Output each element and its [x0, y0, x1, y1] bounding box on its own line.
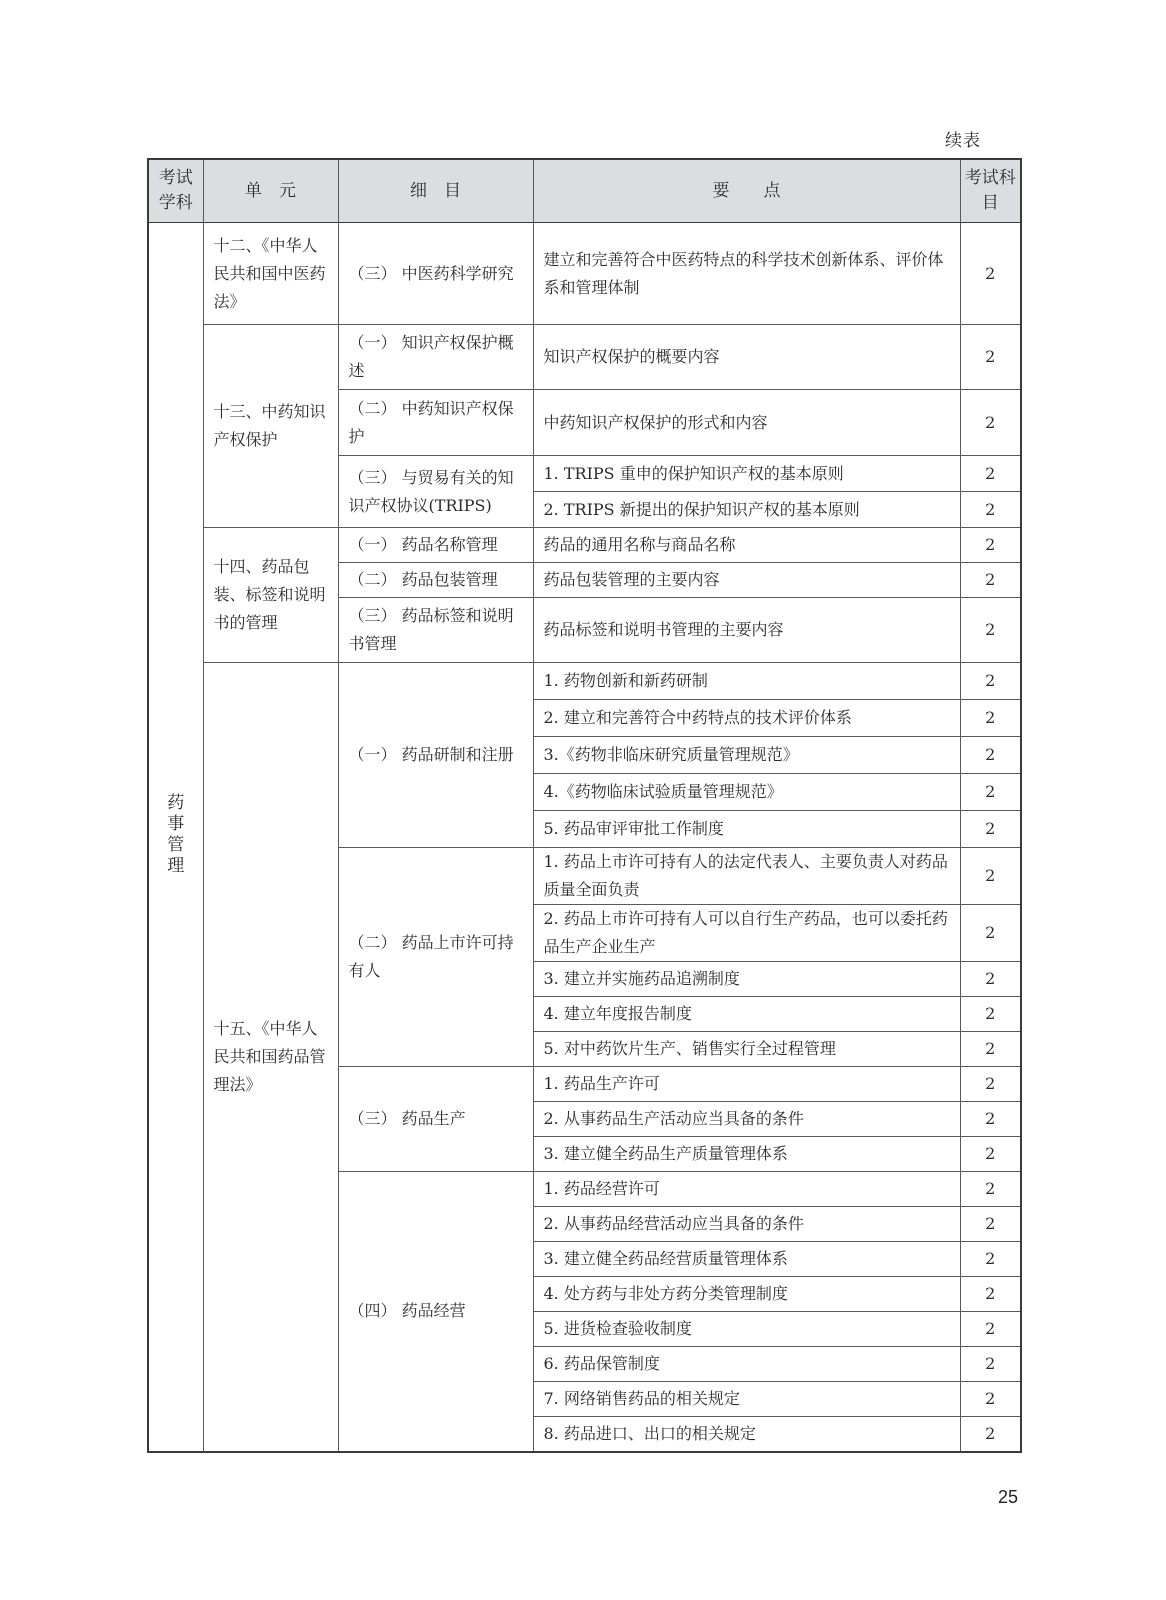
score-cell: 2	[960, 1137, 1021, 1172]
point-cell: 知识产权保护的概要内容	[533, 325, 960, 390]
score-cell: 2	[960, 390, 1021, 456]
header-unit: 单 元	[203, 159, 338, 223]
score-cell: 2	[960, 1207, 1021, 1242]
point-cell: 5. 对中药饮片生产、销售实行全过程管理	[533, 1032, 960, 1067]
point-cell: 4. 处方药与非处方药分类管理制度	[533, 1277, 960, 1312]
detail-cell: （二） 中药知识产权保护	[338, 390, 533, 456]
score-cell: 2	[960, 492, 1021, 528]
table-row	[148, 528, 1021, 563]
header-subject: 考试学科	[148, 159, 203, 223]
score-cell: 2	[960, 563, 1021, 598]
point-cell: 3.《药物非临床研究质量管理规范》	[533, 737, 960, 774]
point-cell: 2. 从事药品生产活动应当具备的条件	[533, 1102, 960, 1137]
table-row	[148, 325, 1021, 390]
point-cell: 8. 药品进口、出口的相关规定	[533, 1417, 960, 1452]
unit-cell: 十五、《中华人民共和国药品管理法》	[203, 663, 338, 1452]
detail-cell: （一） 药品研制和注册	[338, 663, 533, 848]
score-cell: 2	[960, 528, 1021, 563]
point-cell: 2. 药品上市许可持有人可以自行生产药品，也可以委托药品生产企业生产	[533, 905, 960, 962]
table-row	[148, 663, 1021, 700]
point-cell: 1. TRIPS 重申的保护知识产权的基本原则	[533, 456, 960, 492]
subject-name: 药事管理	[167, 793, 185, 877]
point-cell: 2. TRIPS 新提出的保护知识产权的基本原则	[533, 492, 960, 528]
score-cell: 2	[960, 325, 1021, 390]
score-cell: 2	[960, 1067, 1021, 1102]
score-cell: 2	[960, 456, 1021, 492]
point-cell: 3. 建立并实施药品追溯制度	[533, 962, 960, 997]
score-cell: 2	[960, 1417, 1021, 1452]
detail-cell: （三） 与贸易有关的知识产权协议(TRIPS)	[338, 456, 533, 528]
score-cell: 2	[960, 1172, 1021, 1207]
detail-cell: （一） 药品名称管理	[338, 528, 533, 563]
detail-cell: （三） 药品生产	[338, 1067, 533, 1172]
point-cell: 2. 从事药品经营活动应当具备的条件	[533, 1207, 960, 1242]
header-point: 要 点	[533, 159, 960, 223]
score-cell: 2	[960, 997, 1021, 1032]
point-cell: 1. 药品上市许可持有人的法定代表人、主要负责人对药品质量全面负责	[533, 848, 960, 905]
score-cell: 2	[960, 1102, 1021, 1137]
point-cell: 1. 药品生产许可	[533, 1067, 960, 1102]
point-cell: 4.《药物临床试验质量管理规范》	[533, 774, 960, 811]
point-cell: 建立和完善符合中医药特点的科学技术创新体系、评价体系和管理体制	[533, 223, 960, 325]
point-cell: 1. 药品经营许可	[533, 1172, 960, 1207]
detail-cell: （四） 药品经营	[338, 1172, 533, 1452]
detail-cell: （二） 药品上市许可持有人	[338, 848, 533, 1067]
score-cell: 2	[960, 811, 1021, 848]
score-cell: 2	[960, 848, 1021, 905]
score-cell: 2	[960, 223, 1021, 325]
unit-cell: 十三、中药知识产权保护	[203, 325, 338, 528]
detail-cell: （二） 药品包装管理	[338, 563, 533, 598]
score-cell: 2	[960, 1032, 1021, 1067]
score-cell: 2	[960, 962, 1021, 997]
continued-table-label: 续表	[945, 131, 981, 151]
header-exam-subject: 考试科目	[960, 159, 1021, 223]
subject-cell	[148, 223, 203, 1452]
point-cell: 1. 药物创新和新药研制	[533, 663, 960, 700]
detail-cell: （一） 知识产权保护概述	[338, 325, 533, 390]
score-cell: 2	[960, 663, 1021, 700]
score-cell: 2	[960, 774, 1021, 811]
point-cell: 药品的通用名称与商品名称	[533, 528, 960, 563]
score-cell: 2	[960, 1312, 1021, 1347]
point-cell: 5. 进货检查验收制度	[533, 1312, 960, 1347]
detail-cell: （三） 中医药科学研究	[338, 223, 533, 325]
score-cell: 2	[960, 737, 1021, 774]
point-cell: 7. 网络销售药品的相关规定	[533, 1382, 960, 1417]
score-cell: 2	[960, 1277, 1021, 1312]
score-cell: 2	[960, 700, 1021, 737]
point-cell: 药品包装管理的主要内容	[533, 563, 960, 598]
syllabus-table	[147, 158, 1022, 1453]
unit-cell: 十四、药品包装、标签和说明书的管理	[203, 528, 338, 663]
point-cell: 药品标签和说明书管理的主要内容	[533, 598, 960, 663]
point-cell: 4. 建立年度报告制度	[533, 997, 960, 1032]
point-cell: 中药知识产权保护的形式和内容	[533, 390, 960, 456]
table-row	[148, 223, 1021, 325]
score-cell: 2	[960, 1382, 1021, 1417]
score-cell: 2	[960, 598, 1021, 663]
header-detail: 细 目	[338, 159, 533, 223]
unit-cell: 十二、《中华人民共和国中医药法》	[203, 223, 338, 325]
point-cell: 5. 药品审评审批工作制度	[533, 811, 960, 848]
point-cell: 2. 建立和完善符合中药特点的技术评价体系	[533, 700, 960, 737]
point-cell: 3. 建立健全药品经营质量管理体系	[533, 1242, 960, 1277]
score-cell: 2	[960, 1242, 1021, 1277]
table-header	[148, 159, 1021, 223]
score-cell: 2	[960, 1347, 1021, 1382]
point-cell: 3. 建立健全药品生产质量管理体系	[533, 1137, 960, 1172]
detail-cell: （三） 药品标签和说明书管理	[338, 598, 533, 663]
score-cell: 2	[960, 905, 1021, 962]
page-number: 25	[998, 1487, 1019, 1507]
point-cell: 6. 药品保管制度	[533, 1347, 960, 1382]
